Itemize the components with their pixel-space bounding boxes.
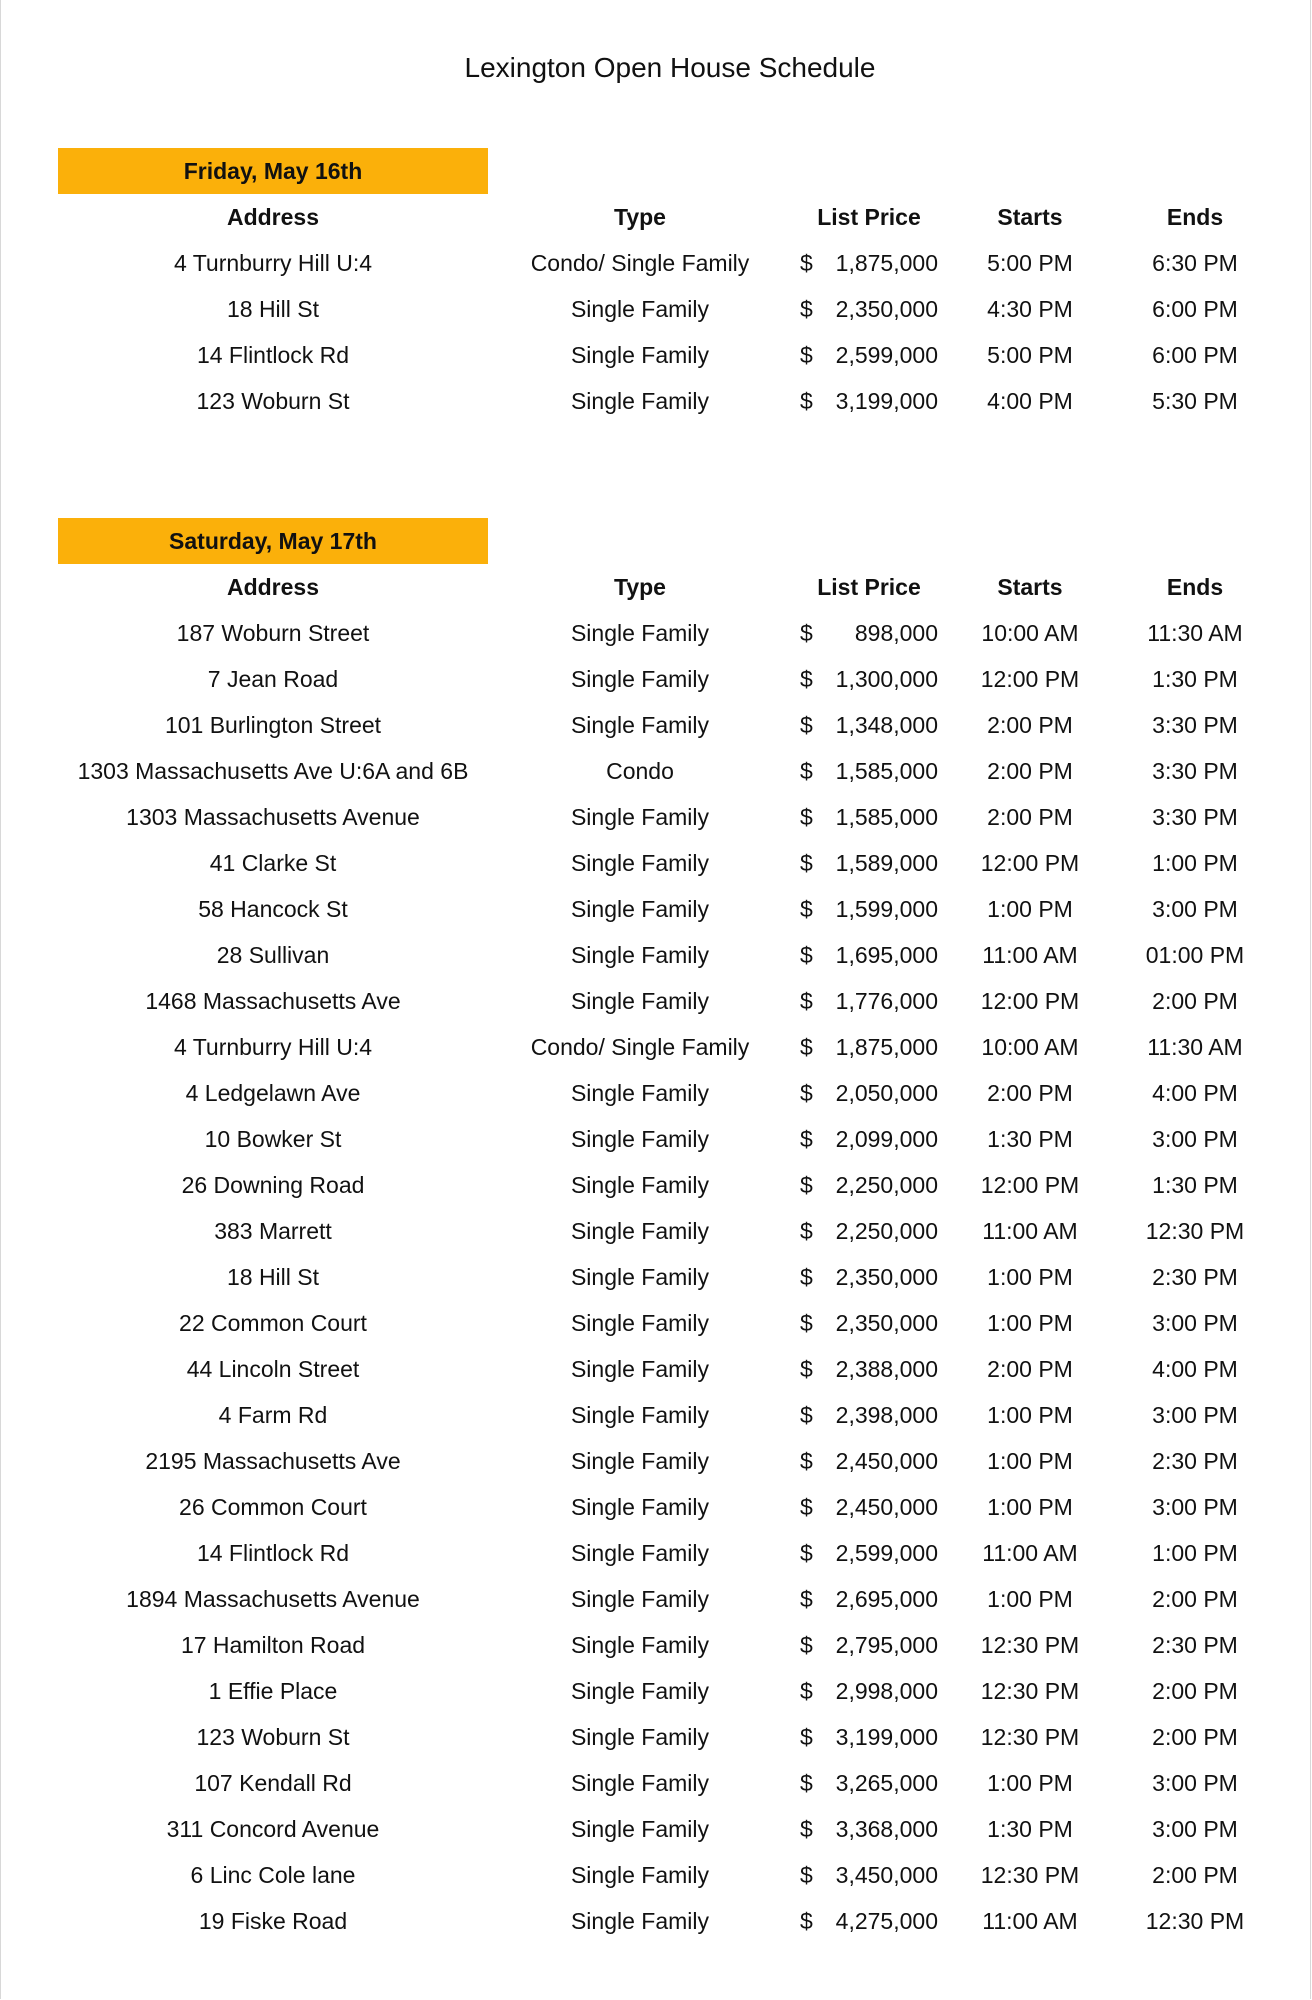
cell-ends: 11:30 AM (1147, 1034, 1243, 1060)
cell-ends: 3:00 PM (1152, 1494, 1238, 1520)
cell-price: 1,776,000 (835, 988, 938, 1014)
cell-currency: $ (800, 388, 813, 414)
cell-ends: 2:00 PM (1152, 988, 1238, 1014)
cell-starts: 12:00 PM (980, 1172, 1080, 1198)
table-row (0, 1116, 1312, 1162)
cell-type: Single Family (570, 1172, 710, 1198)
table-row (0, 332, 1312, 378)
cell-price: 2,398,000 (835, 1402, 938, 1428)
cell-ends: 01:00 PM (1145, 942, 1245, 968)
cell-price: 2,388,000 (835, 1356, 938, 1382)
cell-address: 18 Hill St (226, 1264, 320, 1290)
cell-price: 2,599,000 (835, 342, 938, 368)
cell-currency: $ (800, 712, 813, 738)
header-starts: Starts (997, 574, 1063, 600)
cell-starts: 1:30 PM (987, 1816, 1073, 1842)
cell-type: Single Family (570, 1080, 710, 1106)
cell-price: 1,585,000 (835, 804, 938, 830)
cell-starts: 2:00 PM (987, 804, 1073, 830)
table-row (0, 1530, 1312, 1576)
cell-currency: $ (800, 1908, 813, 1934)
cell-address: 26 Common Court (179, 1494, 367, 1520)
cell-ends: 2:30 PM (1152, 1448, 1238, 1474)
cell-type: Single Family (570, 1356, 710, 1382)
cell-price: 2,350,000 (835, 296, 938, 322)
cell-starts: 12:30 PM (980, 1724, 1080, 1750)
cell-price: 898,000 (854, 620, 938, 646)
table-row (0, 240, 1312, 286)
table-row (0, 1760, 1312, 1806)
cell-address: 28 Sullivan (216, 942, 330, 968)
cell-currency: $ (800, 1540, 813, 1566)
table-row (0, 1024, 1312, 1070)
cell-ends: 12:30 PM (1145, 1218, 1245, 1244)
table-row (0, 1576, 1312, 1622)
cell-price: 1,875,000 (835, 250, 938, 276)
cell-currency: $ (800, 988, 813, 1014)
cell-starts: 12:00 PM (980, 988, 1080, 1014)
cell-address: 187 Woburn Street (176, 620, 370, 646)
table-row (0, 1346, 1312, 1392)
cell-starts: 12:00 PM (980, 666, 1080, 692)
table-row (0, 1852, 1312, 1898)
cell-address: 4 Turnburry Hill U:4 (173, 1034, 373, 1060)
header-type: Type (614, 574, 666, 600)
cell-ends: 3:30 PM (1152, 712, 1238, 738)
cell-type: Single Family (570, 1310, 710, 1336)
cell-starts: 10:00 AM (981, 1034, 1079, 1060)
cell-currency: $ (800, 666, 813, 692)
cell-starts: 4:30 PM (987, 296, 1073, 322)
cell-currency: $ (800, 1172, 813, 1198)
cell-starts: 5:00 PM (987, 342, 1073, 368)
cell-starts: 5:00 PM (987, 250, 1073, 276)
cell-ends: 12:30 PM (1145, 1908, 1245, 1934)
cell-type: Condo/ Single Family (530, 1034, 750, 1060)
cell-currency: $ (800, 1862, 813, 1888)
cell-type: Single Family (570, 388, 710, 414)
cell-address: 7 Jean Road (207, 666, 339, 692)
cell-starts: 11:00 AM (982, 1908, 1078, 1934)
cell-price: 2,250,000 (835, 1172, 938, 1198)
cell-type: Single Family (570, 296, 710, 322)
cell-address: 17 Hamilton Road (180, 1632, 366, 1658)
table-row (0, 1714, 1312, 1760)
cell-type: Single Family (570, 896, 710, 922)
header-address: Address (226, 204, 320, 230)
cell-address: 14 Flintlock Rd (196, 342, 350, 368)
cell-type: Single Family (570, 1126, 710, 1152)
table-row (0, 1162, 1312, 1208)
cell-currency: $ (800, 896, 813, 922)
table-row (0, 1622, 1312, 1668)
cell-type: Single Family (570, 1264, 710, 1290)
cell-address: 1468 Massachusetts Ave (145, 988, 401, 1014)
cell-price: 2,250,000 (835, 1218, 938, 1244)
cell-price: 2,998,000 (835, 1678, 938, 1704)
cell-address: 44 Lincoln Street (186, 1356, 360, 1382)
cell-currency: $ (800, 1402, 813, 1428)
table-row (0, 1668, 1312, 1714)
cell-currency: $ (800, 620, 813, 646)
day-banner: Friday, May 16th (58, 148, 488, 194)
cell-price: 2,599,000 (835, 1540, 938, 1566)
cell-address: 26 Downing Road (181, 1172, 365, 1198)
cell-ends: 2:00 PM (1152, 1678, 1238, 1704)
cell-starts: 1:00 PM (987, 1494, 1073, 1520)
table-row (0, 286, 1312, 332)
cell-address: 1303 Massachusetts Ave U:6A and 6B (77, 758, 469, 784)
table-row (0, 1806, 1312, 1852)
header-ends: Ends (1166, 574, 1224, 600)
cell-price: 2,450,000 (835, 1448, 938, 1474)
cell-ends: 3:00 PM (1152, 1126, 1238, 1152)
table-row (0, 748, 1312, 794)
day-banner: Saturday, May 17th (58, 518, 488, 564)
cell-type: Condo/ Single Family (530, 250, 750, 276)
cell-price: 1,695,000 (835, 942, 938, 968)
table-row (0, 1898, 1312, 1944)
cell-type: Single Family (570, 1770, 710, 1796)
cell-starts: 11:00 AM (982, 1218, 1078, 1244)
cell-ends: 3:00 PM (1152, 1816, 1238, 1842)
table-row (0, 1438, 1312, 1484)
cell-price: 1,875,000 (835, 1034, 938, 1060)
cell-currency: $ (800, 1816, 813, 1842)
cell-type: Single Family (570, 1816, 710, 1842)
cell-price: 1,300,000 (835, 666, 938, 692)
cell-address: 1303 Massachusetts Avenue (126, 804, 420, 830)
cell-type: Single Family (570, 1724, 710, 1750)
cell-ends: 1:00 PM (1152, 1540, 1238, 1566)
table-row (0, 656, 1312, 702)
cell-ends: 1:00 PM (1152, 850, 1238, 876)
table-row (0, 1254, 1312, 1300)
table-row (0, 1392, 1312, 1438)
table-row (0, 1208, 1312, 1254)
cell-starts: 1:00 PM (987, 1770, 1073, 1796)
page-title: Lexington Open House Schedule (464, 52, 876, 83)
cell-type: Single Family (570, 1632, 710, 1658)
cell-starts: 12:30 PM (980, 1632, 1080, 1658)
cell-type: Single Family (570, 342, 710, 368)
cell-ends: 6:00 PM (1152, 296, 1238, 322)
table-row (0, 378, 1312, 424)
cell-ends: 3:30 PM (1152, 804, 1238, 830)
cell-type: Single Family (570, 942, 710, 968)
cell-ends: 2:00 PM (1152, 1724, 1238, 1750)
cell-currency: $ (800, 250, 813, 276)
cell-price: 2,350,000 (835, 1310, 938, 1336)
cell-type: Condo (606, 758, 674, 784)
cell-ends: 3:30 PM (1152, 758, 1238, 784)
cell-ends: 2:30 PM (1152, 1264, 1238, 1290)
cell-starts: 12:30 PM (980, 1862, 1080, 1888)
cell-starts: 2:00 PM (987, 758, 1073, 784)
table-row (0, 1484, 1312, 1530)
cell-price: 2,695,000 (835, 1586, 938, 1612)
cell-price: 2,350,000 (835, 1264, 938, 1290)
cell-starts: 2:00 PM (987, 1356, 1073, 1382)
cell-price: 2,050,000 (835, 1080, 938, 1106)
cell-type: Single Family (570, 1540, 710, 1566)
cell-ends: 2:00 PM (1152, 1586, 1238, 1612)
cell-currency: $ (800, 1264, 813, 1290)
cell-starts: 12:00 PM (980, 850, 1080, 876)
cell-type: Single Family (570, 1494, 710, 1520)
cell-type: Single Family (570, 620, 710, 646)
cell-currency: $ (800, 942, 813, 968)
table-row (0, 840, 1312, 886)
cell-price: 1,599,000 (835, 896, 938, 922)
cell-price: 1,348,000 (835, 712, 938, 738)
cell-ends: 2:00 PM (1152, 1862, 1238, 1888)
cell-address: 4 Farm Rd (218, 1402, 328, 1428)
cell-starts: 1:00 PM (987, 1264, 1073, 1290)
cell-currency: $ (800, 1586, 813, 1612)
cell-price: 2,795,000 (835, 1632, 938, 1658)
cell-ends: 1:30 PM (1152, 666, 1238, 692)
cell-price: 3,265,000 (835, 1770, 938, 1796)
cell-currency: $ (800, 1126, 813, 1152)
cell-currency: $ (800, 1310, 813, 1336)
cell-starts: 1:00 PM (987, 1586, 1073, 1612)
cell-address: 2195 Massachusetts Ave (145, 1448, 401, 1474)
cell-starts: 1:30 PM (987, 1126, 1073, 1152)
cell-type: Single Family (570, 850, 710, 876)
cell-currency: $ (800, 1448, 813, 1474)
cell-price: 1,589,000 (835, 850, 938, 876)
cell-price: 3,368,000 (835, 1816, 938, 1842)
cell-currency: $ (800, 1494, 813, 1520)
cell-currency: $ (800, 1632, 813, 1658)
table-row (0, 978, 1312, 1024)
cell-currency: $ (800, 1080, 813, 1106)
cell-currency: $ (800, 296, 813, 322)
cell-starts: 1:00 PM (987, 1402, 1073, 1428)
cell-type: Single Family (570, 1678, 710, 1704)
cell-type: Single Family (570, 1218, 710, 1244)
cell-ends: 3:00 PM (1152, 896, 1238, 922)
cell-address: 1 Effie Place (208, 1678, 338, 1704)
cell-starts: 4:00 PM (987, 388, 1073, 414)
cell-address: 58 Hancock St (198, 896, 348, 922)
cell-currency: $ (800, 804, 813, 830)
table-row (0, 886, 1312, 932)
cell-type: Single Family (570, 666, 710, 692)
cell-address: 4 Ledgelawn Ave (185, 1080, 361, 1106)
cell-address: 6 Linc Cole lane (190, 1862, 356, 1888)
cell-currency: $ (800, 342, 813, 368)
cell-ends: 4:00 PM (1152, 1080, 1238, 1106)
cell-starts: 2:00 PM (987, 1080, 1073, 1106)
table-header-row (0, 564, 1312, 610)
table-row (0, 1300, 1312, 1346)
cell-address: 107 Kendall Rd (194, 1770, 352, 1796)
table-row (0, 794, 1312, 840)
cell-price: 3,199,000 (835, 388, 938, 414)
cell-address: 10 Bowker St (204, 1126, 342, 1152)
cell-currency: $ (800, 1034, 813, 1060)
cell-type: Single Family (570, 1586, 710, 1612)
header-starts: Starts (997, 204, 1063, 230)
cell-price: 2,099,000 (835, 1126, 938, 1152)
cell-ends: 4:00 PM (1152, 1356, 1238, 1382)
header-list-price: List Price (817, 204, 921, 230)
cell-type: Single Family (570, 1402, 710, 1428)
cell-currency: $ (800, 758, 813, 784)
cell-ends: 2:30 PM (1152, 1632, 1238, 1658)
cell-type: Single Family (570, 1448, 710, 1474)
header-ends: Ends (1166, 204, 1224, 230)
table-row (0, 702, 1312, 748)
cell-ends: 6:00 PM (1152, 342, 1238, 368)
cell-currency: $ (800, 1218, 813, 1244)
cell-type: Single Family (570, 1908, 710, 1934)
cell-price: 2,450,000 (835, 1494, 938, 1520)
cell-starts: 2:00 PM (987, 712, 1073, 738)
cell-address: 311 Concord Avenue (166, 1816, 380, 1842)
cell-starts: 11:00 AM (982, 942, 1078, 968)
cell-ends: 3:00 PM (1152, 1402, 1238, 1428)
cell-ends: 11:30 AM (1147, 620, 1243, 646)
cell-ends: 3:00 PM (1152, 1770, 1238, 1796)
cell-address: 123 Woburn St (196, 388, 350, 414)
cell-price: 3,450,000 (835, 1862, 938, 1888)
cell-currency: $ (800, 1724, 813, 1750)
cell-starts: 11:00 AM (982, 1540, 1078, 1566)
cell-starts: 1:00 PM (987, 896, 1073, 922)
header-address: Address (226, 574, 320, 600)
cell-ends: 3:00 PM (1152, 1310, 1238, 1336)
cell-type: Single Family (570, 1862, 710, 1888)
header-list-price: List Price (817, 574, 921, 600)
cell-starts: 1:00 PM (987, 1448, 1073, 1474)
cell-price: 3,199,000 (835, 1724, 938, 1750)
cell-ends: 5:30 PM (1152, 388, 1238, 414)
table-header-row (0, 194, 1312, 240)
cell-starts: 10:00 AM (981, 620, 1079, 646)
cell-address: 22 Common Court (179, 1310, 367, 1336)
cell-address: 123 Woburn St (196, 1724, 350, 1750)
cell-type: Single Family (570, 712, 710, 738)
cell-type: Single Family (570, 804, 710, 830)
header-type: Type (614, 204, 666, 230)
cell-type: Single Family (570, 988, 710, 1014)
cell-currency: $ (800, 1770, 813, 1796)
cell-address: 4 Turnburry Hill U:4 (173, 250, 373, 276)
table-row (0, 610, 1312, 656)
cell-address: 383 Marrett (214, 1218, 332, 1244)
cell-price: 4,275,000 (835, 1908, 938, 1934)
cell-currency: $ (800, 850, 813, 876)
cell-price: 1,585,000 (835, 758, 938, 784)
table-row (0, 1070, 1312, 1116)
cell-address: 1894 Massachusetts Avenue (126, 1586, 420, 1612)
cell-currency: $ (800, 1678, 813, 1704)
cell-address: 14 Flintlock Rd (196, 1540, 350, 1566)
cell-starts: 12:30 PM (980, 1678, 1080, 1704)
cell-address: 19 Fiske Road (198, 1908, 348, 1934)
cell-currency: $ (800, 1356, 813, 1382)
cell-address: 18 Hill St (226, 296, 320, 322)
table-row (0, 932, 1312, 978)
cell-address: 101 Burlington Street (164, 712, 382, 738)
cell-starts: 1:00 PM (987, 1310, 1073, 1336)
cell-ends: 1:30 PM (1152, 1172, 1238, 1198)
cell-ends: 6:30 PM (1152, 250, 1238, 276)
cell-address: 41 Clarke St (209, 850, 337, 876)
